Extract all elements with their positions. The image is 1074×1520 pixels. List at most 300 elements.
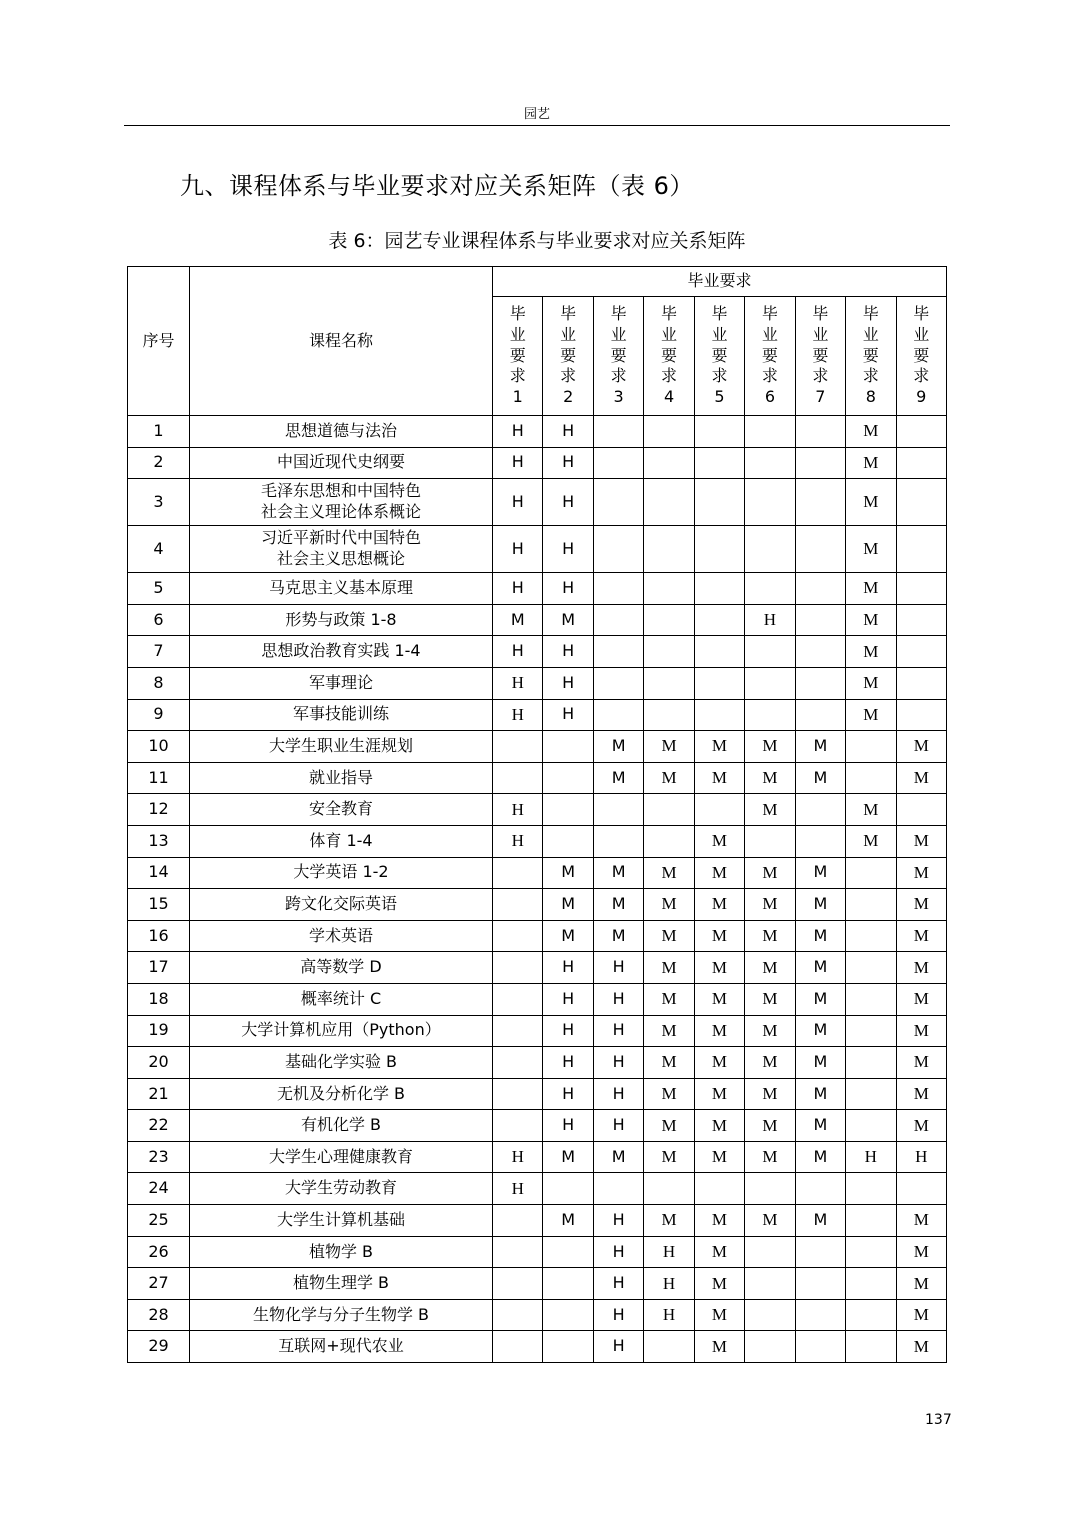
course-name bbox=[190, 1299, 493, 1331]
requirement-mark: M bbox=[694, 1110, 744, 1142]
course-name bbox=[190, 1110, 493, 1142]
requirement-header-char: 业 bbox=[761, 324, 778, 344]
requirement-mark: M bbox=[644, 1205, 694, 1237]
requirement-header-char: 求 bbox=[761, 366, 778, 386]
row-number: 12 bbox=[128, 794, 190, 826]
requirement-mark bbox=[896, 1173, 947, 1205]
requirement-mark: M bbox=[694, 1141, 744, 1173]
requirement-mark bbox=[896, 447, 947, 479]
requirement-mark: M bbox=[896, 731, 947, 763]
requirement-header-char: 毕 bbox=[761, 304, 778, 323]
course-name-line: 大学生劳动教育 bbox=[284, 1178, 397, 1198]
requirement-header-char: 要 bbox=[661, 345, 678, 365]
requirement-mark bbox=[694, 636, 744, 668]
row-number: 5 bbox=[128, 573, 190, 605]
requirement-mark bbox=[493, 857, 543, 889]
requirement-mark: M bbox=[593, 857, 643, 889]
course-name bbox=[190, 731, 493, 763]
requirement-mark: M bbox=[644, 1141, 694, 1173]
requirement-header-5 bbox=[694, 297, 744, 416]
course-name-line: 学术英语 bbox=[308, 925, 373, 945]
table-row bbox=[128, 447, 947, 479]
requirement-mark: H bbox=[493, 416, 543, 448]
row-number: 24 bbox=[128, 1173, 190, 1205]
requirement-mark: H bbox=[543, 479, 593, 526]
course-name-line: 概率统计 C bbox=[300, 988, 382, 1008]
requirement-mark: M bbox=[795, 983, 845, 1015]
requirement-mark: H bbox=[543, 699, 593, 731]
requirement-mark bbox=[846, 1205, 896, 1237]
requirement-mark: M bbox=[896, 889, 947, 921]
requirement-mark bbox=[846, 1047, 896, 1079]
course-name bbox=[190, 825, 493, 857]
requirement-mark bbox=[795, 825, 845, 857]
requirement-mark: H bbox=[543, 983, 593, 1015]
row-number: 4 bbox=[128, 526, 190, 573]
requirement-header-char: 7 bbox=[815, 387, 826, 407]
row-number: 9 bbox=[128, 699, 190, 731]
table-row bbox=[128, 1015, 947, 1047]
course-name-line: 植物学 B bbox=[308, 1241, 374, 1261]
requirement-mark: M bbox=[896, 825, 947, 857]
course-name bbox=[190, 573, 493, 605]
requirement-mark bbox=[593, 636, 643, 668]
requirement-mark: M bbox=[694, 1236, 744, 1268]
requirement-mark: H bbox=[493, 1173, 543, 1205]
table-row bbox=[128, 857, 947, 889]
requirement-mark: M bbox=[644, 920, 694, 952]
requirement-mark bbox=[644, 794, 694, 826]
requirement-mark: M bbox=[694, 1047, 744, 1079]
requirement-header-char: 1 bbox=[512, 387, 523, 407]
requirement-mark: M bbox=[694, 1299, 744, 1331]
header-course-name: 课程名称 bbox=[190, 267, 493, 416]
requirement-mark bbox=[795, 604, 845, 636]
requirement-mark: H bbox=[593, 1078, 643, 1110]
course-name bbox=[190, 1047, 493, 1079]
requirement-mark bbox=[593, 479, 643, 526]
row-number: 16 bbox=[128, 920, 190, 952]
requirement-mark: M bbox=[543, 1205, 593, 1237]
requirement-mark: M bbox=[846, 447, 896, 479]
requirement-mark: M bbox=[593, 731, 643, 763]
table-row bbox=[128, 636, 947, 668]
requirement-mark: M bbox=[644, 889, 694, 921]
requirement-header-char: 毕 bbox=[711, 304, 728, 323]
table-row bbox=[128, 1331, 947, 1363]
requirement-mark: M bbox=[644, 857, 694, 889]
requirement-header-char: 求 bbox=[610, 366, 627, 386]
requirement-mark: H bbox=[543, 1015, 593, 1047]
course-name bbox=[190, 1268, 493, 1300]
requirement-mark bbox=[795, 1236, 845, 1268]
table-row bbox=[128, 1236, 947, 1268]
requirement-header-9 bbox=[896, 297, 947, 416]
requirement-header-char: 要 bbox=[913, 345, 930, 365]
requirement-mark: H bbox=[493, 699, 543, 731]
course-name-line: 高等数学 D bbox=[300, 957, 382, 977]
requirement-mark: H bbox=[593, 1205, 643, 1237]
row-number: 11 bbox=[128, 762, 190, 794]
requirement-mark bbox=[543, 731, 593, 763]
requirement-mark bbox=[694, 604, 744, 636]
requirement-mark: M bbox=[745, 794, 795, 826]
row-number: 17 bbox=[128, 952, 190, 984]
requirement-header-char: 业 bbox=[862, 324, 879, 344]
table-caption: 表 6：园艺专业课程体系与毕业要求对应关系矩阵 bbox=[328, 230, 746, 252]
table-row bbox=[128, 1047, 947, 1079]
requirement-mark: H bbox=[593, 1268, 643, 1300]
requirement-header-2 bbox=[543, 297, 593, 416]
requirement-mark: H bbox=[493, 794, 543, 826]
course-name bbox=[190, 920, 493, 952]
requirement-mark: M bbox=[745, 1078, 795, 1110]
requirement-mark bbox=[694, 794, 744, 826]
course-name-line: 无机及分析化学 B bbox=[276, 1083, 406, 1103]
requirement-header-char: 求 bbox=[812, 366, 829, 386]
requirement-header-char: 求 bbox=[862, 366, 879, 386]
table-row bbox=[128, 952, 947, 984]
table-row bbox=[128, 889, 947, 921]
requirement-mark: H bbox=[593, 1331, 643, 1363]
requirement-mark bbox=[846, 952, 896, 984]
requirement-mark bbox=[543, 1236, 593, 1268]
requirement-header-char: 要 bbox=[812, 345, 829, 365]
requirement-mark: M bbox=[795, 1205, 845, 1237]
requirement-mark: H bbox=[543, 1110, 593, 1142]
requirement-mark: M bbox=[543, 604, 593, 636]
requirement-mark: M bbox=[896, 857, 947, 889]
table-row bbox=[128, 667, 947, 699]
requirement-mark: M bbox=[896, 1078, 947, 1110]
course-requirement-matrix bbox=[127, 266, 947, 1363]
requirement-mark: M bbox=[694, 762, 744, 794]
row-number: 18 bbox=[128, 983, 190, 1015]
running-header: 园艺 bbox=[523, 107, 550, 122]
requirement-mark bbox=[543, 825, 593, 857]
requirement-mark bbox=[795, 1299, 845, 1331]
requirement-mark bbox=[846, 1331, 896, 1363]
course-name-line: 生物化学与分子生物学 B bbox=[252, 1304, 430, 1324]
course-name bbox=[190, 604, 493, 636]
course-name-line: 大学生心理健康教育 bbox=[268, 1146, 413, 1166]
requirement-mark: M bbox=[896, 1236, 947, 1268]
requirement-mark bbox=[543, 1268, 593, 1300]
requirement-mark bbox=[745, 573, 795, 605]
requirement-mark: H bbox=[543, 1047, 593, 1079]
requirement-mark bbox=[644, 636, 694, 668]
requirement-mark: H bbox=[493, 1141, 543, 1173]
requirement-header-char: 求 bbox=[509, 366, 526, 386]
requirement-mark: M bbox=[795, 1141, 845, 1173]
requirement-mark: M bbox=[593, 889, 643, 921]
requirement-mark bbox=[795, 1173, 845, 1205]
requirement-header-char: 毕 bbox=[509, 304, 526, 323]
requirement-mark: M bbox=[896, 1110, 947, 1142]
course-name-line: 马克思主义基本原理 bbox=[268, 578, 413, 598]
requirement-mark bbox=[846, 731, 896, 763]
requirement-mark: M bbox=[694, 1015, 744, 1047]
course-name-line: 社会主义思想概论 bbox=[276, 549, 405, 569]
requirement-mark: M bbox=[644, 1015, 694, 1047]
requirement-mark: M bbox=[846, 667, 896, 699]
course-name-line: 大学生职业生涯规划 bbox=[268, 736, 413, 756]
requirement-mark: M bbox=[694, 1078, 744, 1110]
row-number: 29 bbox=[128, 1331, 190, 1363]
requirement-mark bbox=[644, 667, 694, 699]
course-name-line: 军事理论 bbox=[308, 672, 373, 692]
requirement-mark bbox=[543, 762, 593, 794]
requirement-header-char: 业 bbox=[661, 324, 678, 344]
requirement-mark bbox=[745, 1331, 795, 1363]
requirement-mark bbox=[543, 1331, 593, 1363]
requirement-mark: M bbox=[644, 1110, 694, 1142]
requirement-mark: H bbox=[593, 952, 643, 984]
requirement-mark: M bbox=[846, 699, 896, 731]
course-name-line: 跨文化交际英语 bbox=[284, 894, 397, 914]
requirement-mark: M bbox=[543, 857, 593, 889]
requirement-mark: H bbox=[593, 983, 643, 1015]
requirement-mark bbox=[493, 1205, 543, 1237]
requirement-mark: M bbox=[745, 1015, 795, 1047]
course-name-line: 中国近现代史纲要 bbox=[276, 452, 405, 472]
requirement-mark: M bbox=[896, 920, 947, 952]
requirement-header-char: 业 bbox=[711, 324, 728, 344]
table-row bbox=[128, 1268, 947, 1300]
requirement-mark: H bbox=[644, 1236, 694, 1268]
row-number: 28 bbox=[128, 1299, 190, 1331]
requirement-mark: H bbox=[493, 447, 543, 479]
requirement-mark: H bbox=[493, 825, 543, 857]
requirement-header-char: 毕 bbox=[812, 304, 829, 323]
requirement-mark bbox=[846, 1173, 896, 1205]
requirement-mark: M bbox=[846, 526, 896, 573]
requirement-mark: M bbox=[745, 762, 795, 794]
requirement-mark bbox=[745, 416, 795, 448]
requirement-header-char: 毕 bbox=[862, 304, 879, 323]
requirement-mark: M bbox=[543, 920, 593, 952]
requirement-mark: H bbox=[493, 667, 543, 699]
table-row bbox=[128, 416, 947, 448]
requirement-mark: M bbox=[694, 920, 744, 952]
requirement-mark: M bbox=[846, 604, 896, 636]
requirement-mark bbox=[745, 1268, 795, 1300]
row-number: 10 bbox=[128, 731, 190, 763]
requirement-mark bbox=[694, 1173, 744, 1205]
requirement-mark: M bbox=[896, 762, 947, 794]
course-name-line: 就业指导 bbox=[308, 767, 373, 787]
row-number: 26 bbox=[128, 1236, 190, 1268]
requirement-mark bbox=[593, 526, 643, 573]
requirement-header-1 bbox=[493, 297, 543, 416]
course-name-line: 互联网+现代农业 bbox=[278, 1336, 404, 1356]
requirement-header-char: 要 bbox=[761, 345, 778, 365]
requirement-mark: M bbox=[896, 1015, 947, 1047]
requirement-mark: M bbox=[896, 1268, 947, 1300]
row-number: 1 bbox=[128, 416, 190, 448]
requirement-mark: H bbox=[493, 526, 543, 573]
requirement-mark bbox=[493, 1015, 543, 1047]
row-number: 14 bbox=[128, 857, 190, 889]
requirement-mark: H bbox=[493, 636, 543, 668]
row-number: 21 bbox=[128, 1078, 190, 1110]
requirement-mark bbox=[644, 526, 694, 573]
requirement-mark bbox=[745, 699, 795, 731]
requirement-header-char: 4 bbox=[663, 387, 675, 407]
requirement-mark bbox=[896, 604, 947, 636]
requirement-mark bbox=[896, 526, 947, 573]
course-name-line: 有机化学 B bbox=[300, 1115, 382, 1135]
course-name bbox=[190, 952, 493, 984]
requirement-mark bbox=[644, 699, 694, 731]
requirement-mark bbox=[795, 794, 845, 826]
requirement-mark bbox=[846, 983, 896, 1015]
requirement-mark: M bbox=[745, 889, 795, 921]
requirement-mark bbox=[846, 889, 896, 921]
requirement-mark bbox=[846, 1236, 896, 1268]
course-name bbox=[190, 636, 493, 668]
requirement-mark: M bbox=[896, 1299, 947, 1331]
requirement-header-6 bbox=[745, 297, 795, 416]
requirement-header-char: 8 bbox=[865, 387, 876, 407]
row-number: 7 bbox=[128, 636, 190, 668]
requirement-mark: H bbox=[593, 1015, 643, 1047]
requirement-mark bbox=[694, 573, 744, 605]
requirement-header-char: 业 bbox=[812, 324, 829, 344]
requirement-mark bbox=[745, 1236, 795, 1268]
requirement-mark bbox=[644, 825, 694, 857]
requirement-mark: M bbox=[745, 1141, 795, 1173]
requirement-mark: M bbox=[846, 416, 896, 448]
course-name-line: 社会主义理论体系概论 bbox=[260, 502, 421, 522]
course-name-line: 大学英语 1-2 bbox=[293, 862, 389, 882]
requirement-mark: M bbox=[846, 479, 896, 526]
requirement-mark: M bbox=[896, 952, 947, 984]
requirement-mark bbox=[745, 1299, 795, 1331]
requirement-mark bbox=[846, 762, 896, 794]
requirement-mark bbox=[896, 479, 947, 526]
course-name bbox=[190, 1173, 493, 1205]
requirement-mark bbox=[846, 1299, 896, 1331]
requirement-mark bbox=[493, 889, 543, 921]
requirement-mark bbox=[593, 699, 643, 731]
requirement-mark: M bbox=[896, 1047, 947, 1079]
course-name bbox=[190, 416, 493, 448]
requirement-mark: M bbox=[694, 857, 744, 889]
requirement-mark: M bbox=[795, 1015, 845, 1047]
requirement-mark: M bbox=[694, 952, 744, 984]
row-number: 23 bbox=[128, 1141, 190, 1173]
course-name bbox=[190, 1141, 493, 1173]
header-seq: 序号 bbox=[128, 267, 190, 416]
requirement-mark: M bbox=[846, 573, 896, 605]
requirement-header-char: 2 bbox=[563, 387, 574, 407]
requirement-mark bbox=[644, 416, 694, 448]
requirement-mark: M bbox=[846, 825, 896, 857]
requirement-mark: M bbox=[745, 983, 795, 1015]
requirement-mark bbox=[795, 699, 845, 731]
table-row bbox=[128, 1110, 947, 1142]
course-name-line: 思想道德与法治 bbox=[284, 420, 397, 440]
requirement-mark: M bbox=[493, 604, 543, 636]
requirement-header-char: 求 bbox=[560, 366, 577, 386]
requirement-mark bbox=[846, 857, 896, 889]
requirement-mark bbox=[745, 447, 795, 479]
requirement-mark bbox=[745, 479, 795, 526]
requirement-mark: M bbox=[795, 889, 845, 921]
course-name bbox=[190, 1015, 493, 1047]
section-title: 九、课程体系与毕业要求对应关系矩阵（表 6） bbox=[180, 172, 694, 200]
requirement-mark bbox=[745, 526, 795, 573]
course-name bbox=[190, 857, 493, 889]
requirement-mark: M bbox=[644, 1078, 694, 1110]
requirement-mark bbox=[644, 479, 694, 526]
requirement-mark: H bbox=[593, 1299, 643, 1331]
course-name-line: 习近平新时代中国特色 bbox=[260, 528, 421, 548]
row-number: 20 bbox=[128, 1047, 190, 1079]
requirement-header-char: 求 bbox=[711, 366, 728, 386]
requirement-mark: M bbox=[846, 794, 896, 826]
row-number: 6 bbox=[128, 604, 190, 636]
row-number: 25 bbox=[128, 1205, 190, 1237]
requirement-mark bbox=[745, 636, 795, 668]
course-name bbox=[190, 699, 493, 731]
course-name-line: 植物生理学 B bbox=[292, 1273, 390, 1293]
requirement-mark bbox=[795, 447, 845, 479]
requirement-mark bbox=[593, 604, 643, 636]
requirement-header-8 bbox=[846, 297, 896, 416]
table-row bbox=[128, 983, 947, 1015]
requirement-mark bbox=[593, 573, 643, 605]
requirement-mark bbox=[694, 447, 744, 479]
requirement-mark bbox=[896, 699, 947, 731]
course-name bbox=[190, 447, 493, 479]
requirement-header-char: 6 bbox=[764, 387, 775, 407]
requirement-header-char: 业 bbox=[560, 324, 577, 344]
requirement-mark bbox=[644, 573, 694, 605]
requirement-mark bbox=[846, 1078, 896, 1110]
requirement-mark bbox=[493, 952, 543, 984]
requirement-mark: M bbox=[795, 1047, 845, 1079]
requirement-header-char: 毕 bbox=[661, 304, 678, 323]
requirement-mark bbox=[493, 920, 543, 952]
requirement-mark bbox=[493, 983, 543, 1015]
requirement-mark bbox=[593, 667, 643, 699]
requirement-mark: M bbox=[795, 1078, 845, 1110]
requirement-mark: M bbox=[694, 983, 744, 1015]
requirement-mark bbox=[846, 1110, 896, 1142]
course-name-line: 安全教育 bbox=[308, 799, 373, 819]
requirement-mark bbox=[644, 1331, 694, 1363]
requirement-mark bbox=[493, 1268, 543, 1300]
requirement-mark: M bbox=[694, 1331, 744, 1363]
requirement-header-char: 毕 bbox=[610, 304, 627, 323]
requirement-mark bbox=[795, 1268, 845, 1300]
requirement-mark bbox=[593, 794, 643, 826]
table-row bbox=[128, 1205, 947, 1237]
requirement-mark bbox=[493, 1078, 543, 1110]
requirement-mark bbox=[593, 447, 643, 479]
requirement-mark: H bbox=[644, 1268, 694, 1300]
requirement-mark: H bbox=[543, 447, 593, 479]
requirement-mark bbox=[543, 1299, 593, 1331]
table-row bbox=[128, 479, 947, 526]
table-row bbox=[128, 1141, 947, 1173]
requirement-mark bbox=[896, 416, 947, 448]
requirement-mark bbox=[896, 573, 947, 605]
requirement-mark: M bbox=[745, 952, 795, 984]
table-row bbox=[128, 794, 947, 826]
